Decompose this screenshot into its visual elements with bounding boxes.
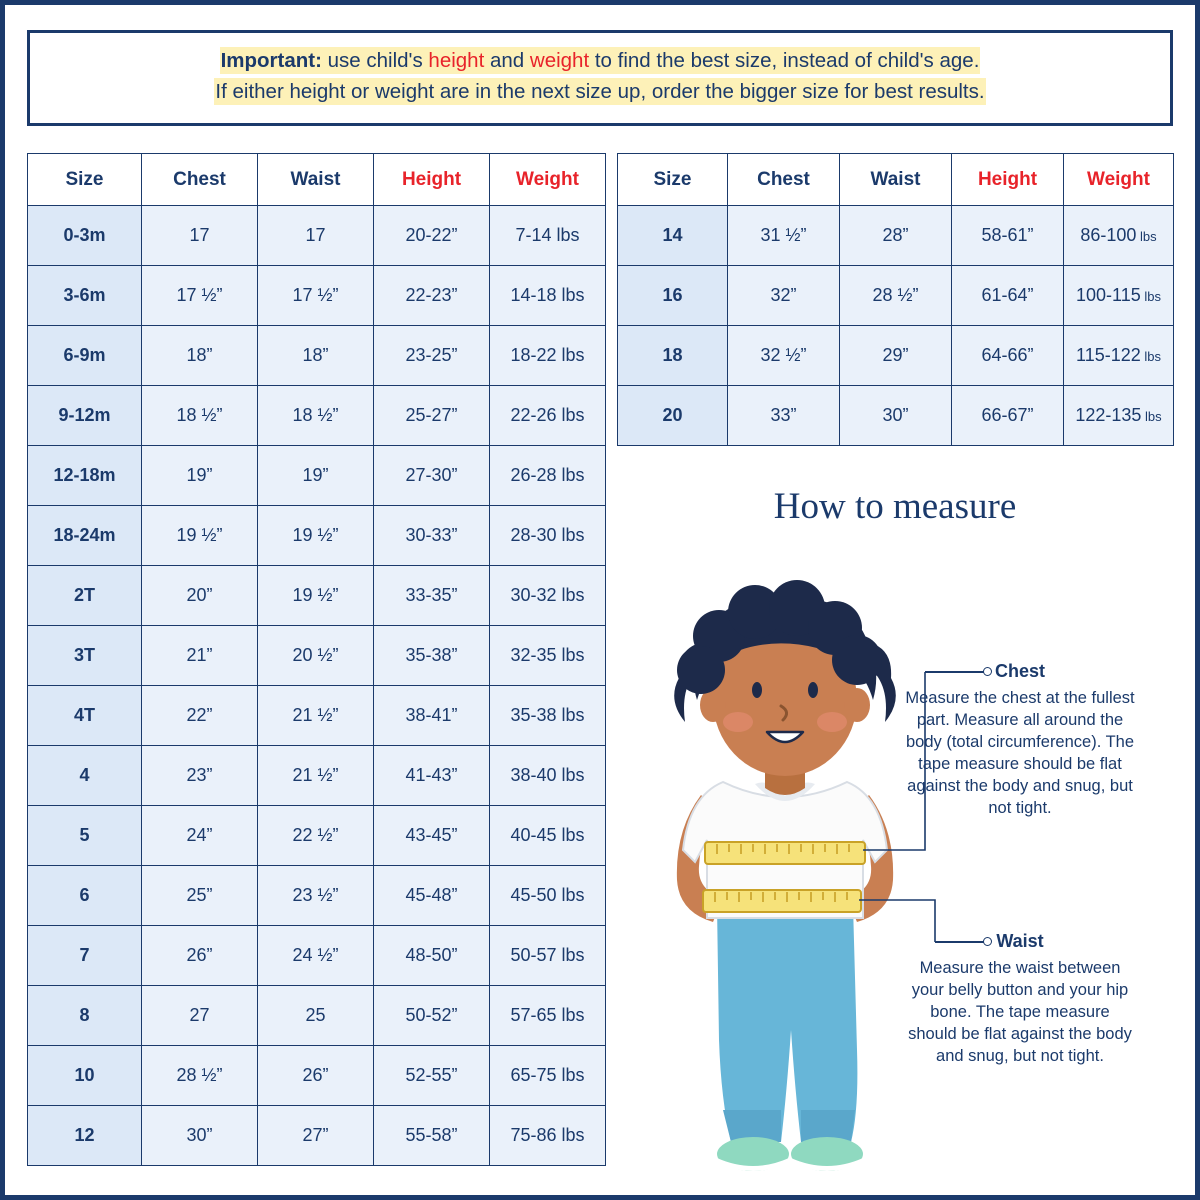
table-row <box>28 206 606 266</box>
cell-height: 43-45” <box>374 806 490 866</box>
cell-height: 20-22” <box>374 206 490 266</box>
cell-size: 3-6m <box>28 266 142 326</box>
notice-line-2-text: If either height or weight are in the next size up, order the bigger size for best results. <box>215 79 985 103</box>
cell-waist: 19 ½” <box>258 506 374 566</box>
weight-unit: lbs <box>1140 289 1161 304</box>
table-header-row <box>618 154 1174 206</box>
table-row <box>28 926 606 986</box>
cell-height: 22-23” <box>374 266 490 326</box>
table-row <box>28 746 606 806</box>
cell-waist: 18 ½” <box>258 386 374 446</box>
cell-height: 38-41” <box>374 686 490 746</box>
cell-chest: 30” <box>142 1106 258 1166</box>
table-row <box>618 386 1174 446</box>
chest-callout-label: Chest <box>994 661 1045 681</box>
cell-weight: 57-65 lbs <box>490 986 606 1046</box>
weight-unit: lbs <box>1140 349 1161 364</box>
cell-waist: 21 ½” <box>258 746 374 806</box>
cell-waist: 20 ½” <box>258 626 374 686</box>
cell-chest: 19” <box>142 446 258 506</box>
column-header-waist: Waist <box>258 154 374 206</box>
cell-waist: 23 ½” <box>258 866 374 926</box>
cell-weight: 22-26 lbs <box>490 386 606 446</box>
cell-size: 16 <box>618 266 728 326</box>
cell-height: 27-30” <box>374 446 490 506</box>
table-row <box>28 986 606 1046</box>
cell-size: 9-12m <box>28 386 142 446</box>
column-header-height: Height <box>374 154 490 206</box>
cell-height: 55-58” <box>374 1106 490 1166</box>
cell-chest: 21” <box>142 626 258 686</box>
cell-size: 0-3m <box>28 206 142 266</box>
cell-chest: 17 ½” <box>142 266 258 326</box>
size-table-infant-youth <box>27 153 606 1166</box>
cell-height: 66-67” <box>952 386 1064 446</box>
cell-weight <box>1064 266 1174 326</box>
weight-unit: lbs <box>1136 229 1157 244</box>
cell-waist: 19 ½” <box>258 566 374 626</box>
column-header-waist: Waist <box>840 154 952 206</box>
cell-weight: 35-38 lbs <box>490 686 606 746</box>
column-header-height: Height <box>952 154 1064 206</box>
child-illustration <box>605 550 965 1190</box>
cell-waist: 26” <box>258 1046 374 1106</box>
cell-weight: 65-75 lbs <box>490 1046 606 1106</box>
cell-size: 14 <box>618 206 728 266</box>
notice-text-b: and <box>484 49 530 72</box>
cell-waist: 25 <box>258 986 374 1046</box>
cell-chest: 28 ½” <box>142 1046 258 1106</box>
cell-size: 8 <box>28 986 142 1046</box>
cell-chest: 26” <box>142 926 258 986</box>
cell-waist: 21 ½” <box>258 686 374 746</box>
notice-weight-word: weight <box>529 49 590 72</box>
cell-weight: 40-45 lbs <box>490 806 606 866</box>
table-row <box>28 686 606 746</box>
cell-height: 35-38” <box>374 626 490 686</box>
cell-chest: 19 ½” <box>142 506 258 566</box>
column-header-weight: Weight <box>1064 154 1174 206</box>
cell-chest: 18” <box>142 326 258 386</box>
notice-important-label: Important: <box>220 49 322 72</box>
chest-callout <box>905 660 1135 820</box>
column-header-chest: Chest <box>142 154 258 206</box>
cell-weight: 38-40 lbs <box>490 746 606 806</box>
cell-height: 61-64” <box>952 266 1064 326</box>
table-row <box>28 1046 606 1106</box>
cell-weight: 18-22 lbs <box>490 326 606 386</box>
weight-unit: lbs <box>1141 409 1162 424</box>
cell-weight: 50-57 lbs <box>490 926 606 986</box>
how-to-measure-title: How to measure <box>773 486 1017 527</box>
column-header-size: Size <box>28 154 142 206</box>
cell-chest: 32 ½” <box>728 326 840 386</box>
cell-size: 12 <box>28 1106 142 1166</box>
table-row <box>28 806 606 866</box>
notice-text-a: use child's <box>321 49 429 72</box>
cell-chest: 18 ½” <box>142 386 258 446</box>
cell-chest: 22” <box>142 686 258 746</box>
table-row <box>28 326 606 386</box>
cell-weight <box>1064 386 1174 446</box>
cell-size: 18 <box>618 326 728 386</box>
cell-chest: 17 <box>142 206 258 266</box>
table-row <box>28 626 606 686</box>
cell-height: 30-33” <box>374 506 490 566</box>
column-header-chest: Chest <box>728 154 840 206</box>
table-row <box>28 506 606 566</box>
cell-height: 64-66” <box>952 326 1064 386</box>
table-row <box>28 386 606 446</box>
cell-chest: 20” <box>142 566 258 626</box>
table-header-row <box>28 154 606 206</box>
cell-height: 58-61” <box>952 206 1064 266</box>
cell-height: 45-48” <box>374 866 490 926</box>
cell-waist: 19” <box>258 446 374 506</box>
weight-value: 115-122 <box>1076 345 1141 365</box>
cell-weight: 30-32 lbs <box>490 566 606 626</box>
cell-waist: 18” <box>258 326 374 386</box>
cell-weight: 14-18 lbs <box>490 266 606 326</box>
cell-chest: 27 <box>142 986 258 1046</box>
cell-waist: 24 ½” <box>258 926 374 986</box>
weight-value: 122-135 <box>1075 405 1142 425</box>
cell-size: 6-9m <box>28 326 142 386</box>
waist-callout <box>905 930 1135 1068</box>
important-notice <box>27 30 1173 126</box>
weight-value: 100-115 <box>1076 285 1141 305</box>
cell-waist: 22 ½” <box>258 806 374 866</box>
cell-weight <box>1064 206 1174 266</box>
size-table-big-kid <box>617 153 1174 446</box>
column-header-size: Size <box>618 154 728 206</box>
cell-chest: 24” <box>142 806 258 866</box>
cell-chest: 23” <box>142 746 258 806</box>
cell-waist: 27” <box>258 1106 374 1166</box>
cell-height: 52-55” <box>374 1046 490 1106</box>
notice-height-word: height <box>428 49 485 72</box>
chest-callout-text: Measure the chest at the fullest part. Measure all around the body (total circumference). The tape measure should be flat against the body and snug, but not tight. <box>905 688 1135 817</box>
waist-callout-text: Measure the waist between your belly button and your hip bone. The tape measure should be flat against the body and snug, but not tight. <box>908 958 1132 1065</box>
cell-size: 5 <box>28 806 142 866</box>
cell-waist: 29” <box>840 326 952 386</box>
notice-line-2 <box>36 77 1164 108</box>
cell-waist: 17 ½” <box>258 266 374 326</box>
table-row <box>28 1106 606 1166</box>
table-row <box>28 866 606 926</box>
cell-weight: 45-50 lbs <box>490 866 606 926</box>
cell-size: 4T <box>28 686 142 746</box>
cell-height: 33-35” <box>374 566 490 626</box>
cell-waist: 28” <box>840 206 952 266</box>
notice-line-1 <box>36 46 1164 77</box>
cell-waist: 28 ½” <box>840 266 952 326</box>
weight-value: 86-100 <box>1080 225 1137 245</box>
cell-height: 50-52” <box>374 986 490 1046</box>
cell-weight: 7-14 lbs <box>490 206 606 266</box>
waist-callout-label: Waist <box>996 931 1044 951</box>
cell-chest: 31 ½” <box>728 206 840 266</box>
cell-size: 18-24m <box>28 506 142 566</box>
notice-text-c: to find the best size, instead of child's age. <box>589 49 980 72</box>
cell-chest: 25” <box>142 866 258 926</box>
cell-waist: 17 <box>258 206 374 266</box>
cell-weight: 75-86 lbs <box>490 1106 606 1166</box>
table-row <box>28 266 606 326</box>
cell-weight <box>1064 326 1174 386</box>
table-row <box>618 326 1174 386</box>
cell-size: 10 <box>28 1046 142 1106</box>
cell-waist: 30” <box>840 386 952 446</box>
cell-height: 23-25” <box>374 326 490 386</box>
cell-height: 48-50” <box>374 926 490 986</box>
cell-chest: 33” <box>728 386 840 446</box>
cell-size: 6 <box>28 866 142 926</box>
cell-size: 3T <box>28 626 142 686</box>
cell-weight: 28-30 lbs <box>490 506 606 566</box>
cell-size: 20 <box>618 386 728 446</box>
cell-chest: 32” <box>728 266 840 326</box>
cell-size: 4 <box>28 746 142 806</box>
table-row <box>28 446 606 506</box>
cell-height: 25-27” <box>374 386 490 446</box>
cell-weight: 26-28 lbs <box>490 446 606 506</box>
table-row <box>618 266 1174 326</box>
table-row <box>618 206 1174 266</box>
cell-height: 41-43” <box>374 746 490 806</box>
cell-size: 12-18m <box>28 446 142 506</box>
table-row <box>28 566 606 626</box>
column-header-weight: Weight <box>490 154 606 206</box>
cell-size: 7 <box>28 926 142 986</box>
cell-weight: 32-35 lbs <box>490 626 606 686</box>
cell-size: 2T <box>28 566 142 626</box>
